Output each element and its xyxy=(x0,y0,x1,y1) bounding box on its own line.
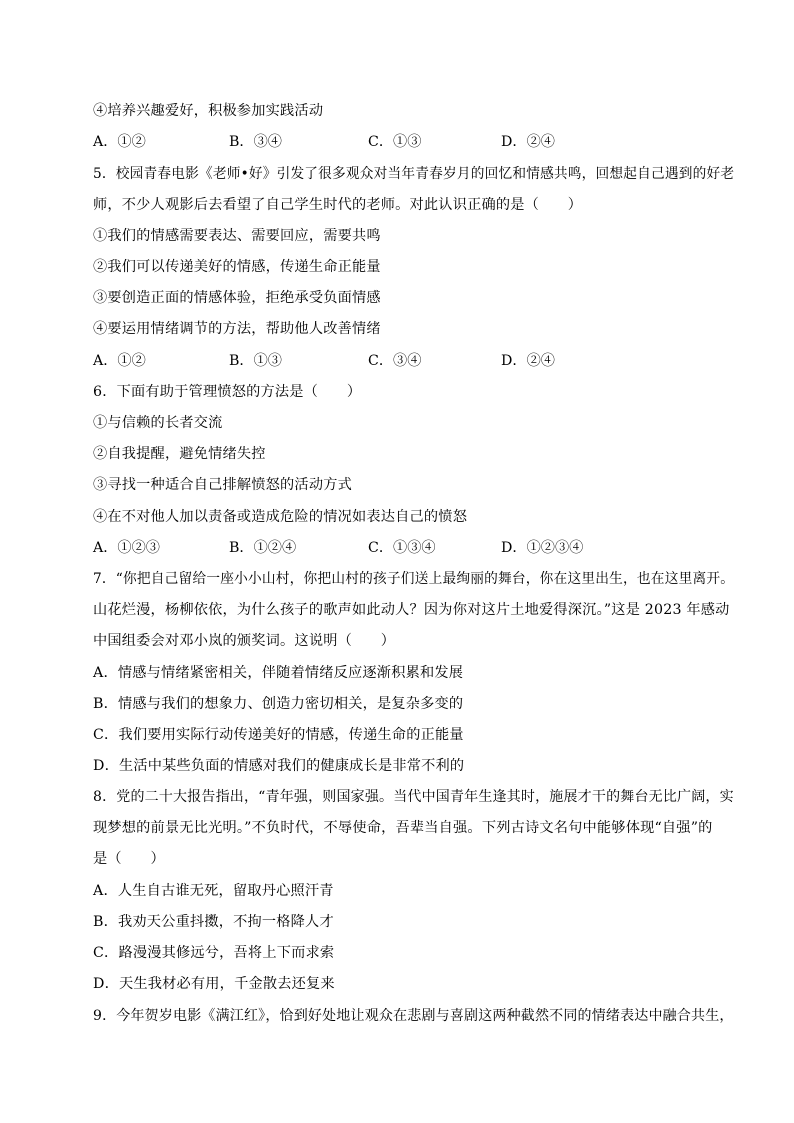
q6-item-4: ④在不对他人加以责备或造成危险的情况如表达自己的愤怒 xyxy=(93,509,468,525)
q4-option-a: A．①② xyxy=(93,134,146,150)
q6-item-2: ②自我提醒，避免情绪失控 xyxy=(93,446,266,462)
q4-option-d: D．②④ xyxy=(501,134,555,150)
q5-item-2: ②我们可以传递美好的情感，传递生命正能量 xyxy=(93,259,381,275)
q4-item-4: ④培养兴趣爱好，积极参加实践活动 xyxy=(93,103,324,119)
q8-choice-b: B．我劝天公重抖擞，不拘一格降人才 xyxy=(93,914,334,930)
q8-stem-line-2: 现梦想的前景无比光明。”不负时代，不辱使命，吾辈当自强。下列古诗文名句中能够体现“自强”的 xyxy=(93,820,713,836)
q8-stem-line-3: 是（ ） xyxy=(93,851,165,867)
q8-stem-line-1: 8．党的二十大报告指出，“青年强，则国家强。当代中国青年生逢其时，施展才干的舞台无比广阔，实 xyxy=(93,789,734,805)
q7-stem-line-2: 山花烂漫，杨柳依依，为什么孩子的歌声如此动人？因为你对这片土地爱得深沉。”这是 2023 年感动 xyxy=(93,602,730,618)
q6-option-c: C．①③④ xyxy=(368,540,436,556)
q7-choice-b: B．情感与我们的想象力、创造力密切相关，是复杂多变的 xyxy=(93,696,464,712)
q7-choice-a: A．情感与情绪紧密相关，伴随着情绪反应逐渐积累和发展 xyxy=(93,665,464,681)
q5-option-d: D．②④ xyxy=(501,353,555,369)
q7-stem-line-3: 中国组委会对邓小岚的颁奖词。这说明（ ） xyxy=(93,633,396,649)
q8-choice-a: A．人生自古谁无死，留取丹心照汗青 xyxy=(93,883,334,899)
q8-choice-c: C．路漫漫其修远兮，吾将上下而求索 xyxy=(93,945,335,961)
q7-choice-d: D．生活中某些负面的情感对我们的健康成长是非常不利的 xyxy=(93,758,465,774)
q5-stem-line-2: 师，不少人观影后去看望了自己学生时代的老师。对此认识正确的是（ ） xyxy=(93,197,583,213)
q5-item-4: ④要运用情绪调节的方法，帮助他人改善情绪 xyxy=(93,321,381,337)
q6-option-a: A．①②③ xyxy=(93,540,160,556)
q7-stem-line-1: 7．“你把自己留给一座小小山村，你把山村的孩子们送上最绚丽的舞台，你在这里出生，也在这里离开。 xyxy=(93,571,735,587)
q8-choice-d: D．天生我材必有用，千金散去还复来 xyxy=(93,976,335,992)
q5-item-1: ①我们的情感需要表达、需要回应，需要共鸣 xyxy=(93,228,381,244)
q5-option-c: C．③④ xyxy=(368,353,422,369)
q7-choice-c: C．我们要用实际行动传递美好的情感，传递生命的正能量 xyxy=(93,727,464,743)
q6-stem: 6．下面有助于管理愤怒的方法是（ ） xyxy=(93,384,362,400)
q5-stem-line-1: 5．校园青春电影《老师•好》引发了很多观众对当年青春岁月的回忆和情感共鸣，回想起自己遇到的好老 xyxy=(93,166,735,182)
q6-item-3: ③寻找一种适合自己排解愤怒的活动方式 xyxy=(93,477,352,493)
q4-option-b: B．③④ xyxy=(229,134,282,150)
q9-stem-line-1: 9．今年贺岁电影《满江红》，恰到好处地让观众在悲剧与喜剧这两种截然不同的情绪表达中融合共生， xyxy=(93,1008,734,1024)
q6-option-b: B．①②④ xyxy=(229,540,297,556)
q6-option-d: D．①②③④ xyxy=(501,540,584,556)
q5-option-a: A．①② xyxy=(93,353,146,369)
q5-item-3: ③要创造正面的情感体验，拒绝承受负面情感 xyxy=(93,290,381,306)
q4-option-c: C．①③ xyxy=(368,134,422,150)
q5-option-b: B．①③ xyxy=(229,353,282,369)
q6-item-1: ①与信赖的长者交流 xyxy=(93,415,223,431)
